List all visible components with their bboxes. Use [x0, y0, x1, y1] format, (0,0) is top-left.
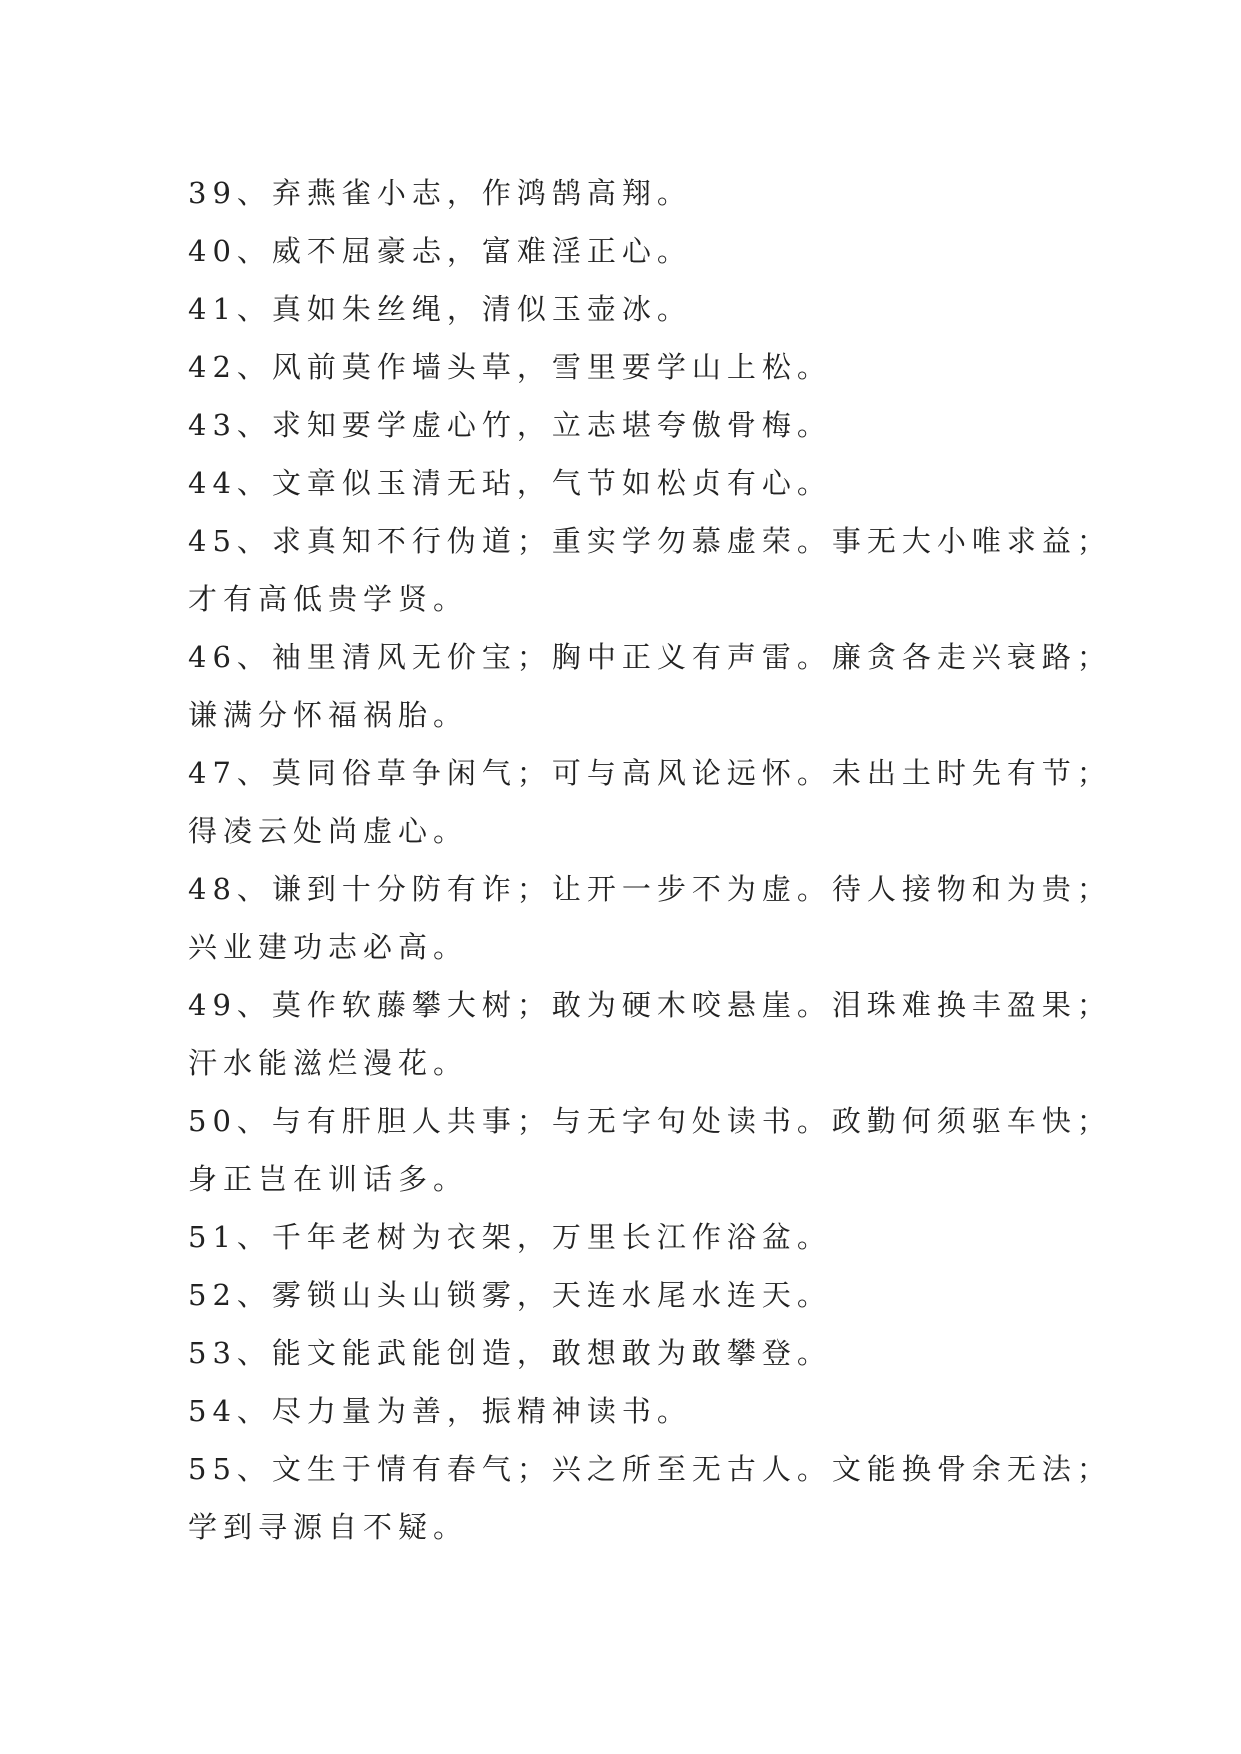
list-item — [188, 512, 1112, 628]
list-item-line: 42、风前莫作墙头草，雪里要学山上松。 — [188, 350, 832, 384]
list-item-line: 51、千年老树为衣架，万里长江作浴盆。 — [188, 1220, 832, 1254]
list-item — [188, 1440, 1112, 1556]
list-item-line: 39、弃燕雀小志，作鸿鹄高翔。 — [188, 176, 692, 210]
list-item-line: 兴业建功志必高。 — [188, 930, 469, 964]
list-item — [188, 338, 1068, 396]
list-item-line: 47、莫同俗草争闲气；可与高风论远怀。未出土时先有节； — [188, 756, 1112, 790]
list-item — [188, 454, 1068, 512]
list-item-line: 身正岂在训话多。 — [188, 1162, 469, 1196]
list-item-line: 45、求真知不行伪道；重实学勿慕虚荣。事无大小唯求益； — [188, 524, 1112, 558]
list-item — [188, 396, 1068, 454]
list-item-line: 48、谦到十分防有诈；让开一步不为虚。待人接物和为贵； — [188, 872, 1112, 906]
list-item-line: 54、尽力量为善，振精神读书。 — [188, 1394, 692, 1428]
list-item — [188, 222, 1068, 280]
list-item-line: 40、威不屈豪忐，富难淫正心。 — [188, 234, 692, 268]
list-item — [188, 628, 1112, 744]
list-item-line: 学到寻源自不疑。 — [188, 1510, 469, 1544]
list-item-line: 49、莫作软藤攀大树；敢为硬木咬悬崖。泪珠难换丰盈果； — [188, 988, 1112, 1022]
list-item — [188, 1092, 1112, 1208]
list-item-line: 52、雾锁山头山锁雾，天连水尾水连天。 — [188, 1278, 832, 1312]
list-item-line: 谦满分怀福祸胎。 — [188, 698, 469, 732]
list-item — [188, 744, 1112, 860]
list-item-line: 44、文章似玉清无玷，气节如松贞有心。 — [188, 466, 832, 500]
list-item-line: 50、与有肝胆人共事；与无字句处读书。政勤何须驱车快； — [188, 1104, 1112, 1138]
list-item — [188, 280, 1068, 338]
list-item — [188, 1266, 1068, 1324]
list-item — [188, 164, 1068, 222]
list-item-line: 43、求知要学虚心竹，立志堪夸傲骨梅。 — [188, 408, 832, 442]
list-item-line: 才有高低贵学贤。 — [188, 582, 469, 616]
list-item — [188, 1324, 1068, 1382]
list-item-line: 汗水能滋烂漫花。 — [188, 1046, 469, 1080]
list-item-line: 41、真如朱丝绳，清似玉壶冰。 — [188, 292, 692, 326]
list-item-line: 55、文生于情有春气；兴之所至无古人。文能换骨余无法； — [188, 1452, 1112, 1486]
list-item — [188, 976, 1112, 1092]
couplet-list — [188, 164, 1112, 1556]
list-item — [188, 1208, 1068, 1266]
list-item-line: 得凌云处尚虚心。 — [188, 814, 469, 848]
list-item-line: 46、袖里清风无价宝；胸中正义有声雷。廉贪各走兴衰路； — [188, 640, 1112, 674]
list-item — [188, 860, 1112, 976]
list-item-line: 53、能文能武能创造，敢想敢为敢攀登。 — [188, 1336, 832, 1370]
list-item — [188, 1382, 1068, 1440]
